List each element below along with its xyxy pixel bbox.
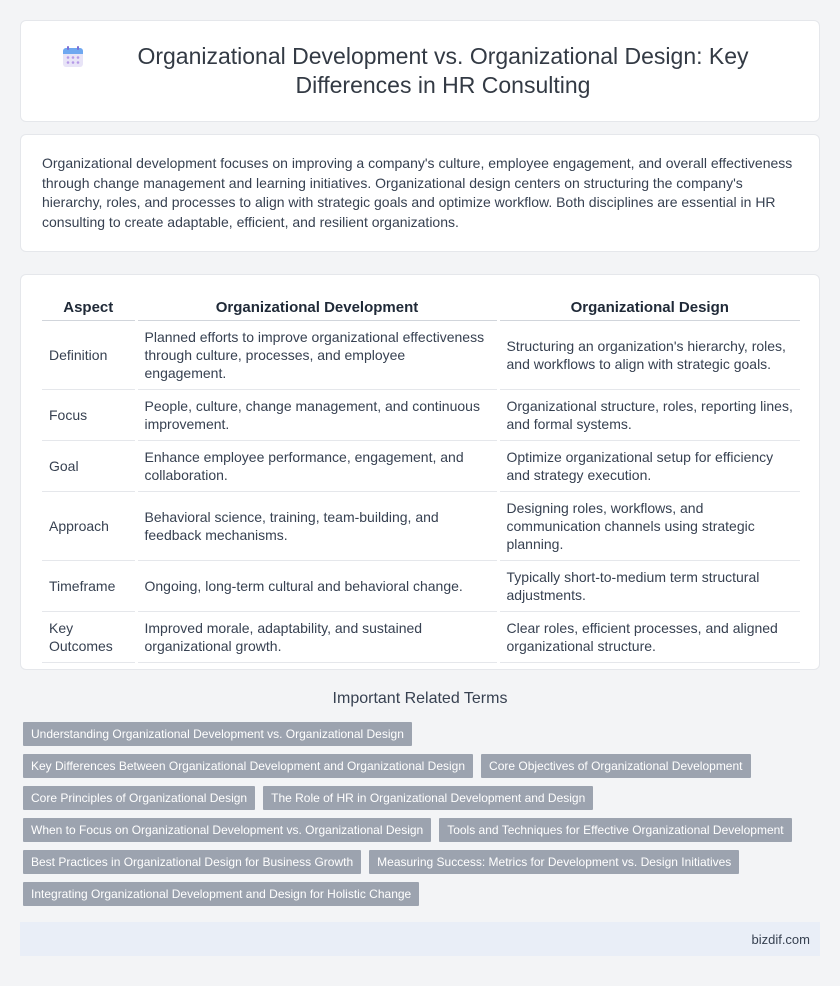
- title-wrap: [21, 42, 819, 100]
- related-term-tag[interactable]: The Role of HR in Organizational Development and Design: [263, 786, 593, 810]
- related-term-tag[interactable]: When to Focus on Organizational Development vs. Organizational Design: [23, 818, 431, 842]
- row-design: Clear roles, efficient processes, and aligned organizational structure.: [498, 612, 800, 663]
- related-terms-list: [23, 722, 813, 914]
- comparison-card: [20, 274, 820, 670]
- row-design: Organizational structure, roles, reporting lines, and formal systems.: [498, 390, 800, 441]
- row-development: Ongoing, long-term cultural and behavioral change.: [136, 561, 498, 612]
- row-design: Typically short-to-medium term structural adjustments.: [498, 561, 800, 612]
- row-development: People, culture, change management, and continuous improvement.: [136, 390, 498, 441]
- row-aspect: Goal: [42, 441, 136, 492]
- row-development: Enhance employee performance, engagement, and collaboration.: [136, 441, 498, 492]
- footer-site-link[interactable]: bizdif.com: [751, 931, 810, 947]
- related-term-tag[interactable]: Tools and Techniques for Effective Organizational Development: [439, 818, 791, 842]
- related-terms-title: Important Related Terms: [332, 690, 508, 707]
- related-term-tag[interactable]: Key Differences Between Organizational Development and Organizational Design: [23, 754, 473, 778]
- row-development: Improved morale, adaptability, and sustained organizational growth.: [136, 612, 498, 663]
- row-development: Behavioral science, training, team-building, and feedback mechanisms.: [136, 492, 498, 561]
- row-aspect: Definition: [42, 321, 136, 390]
- related-term-tag[interactable]: Understanding Organizational Development vs. Organizational Design: [23, 722, 412, 746]
- calendar-icon: [61, 45, 85, 69]
- table-row: [42, 612, 800, 663]
- table-row: [42, 441, 800, 492]
- row-design: Designing roles, workflows, and communication channels using strategic planning.: [498, 492, 800, 561]
- row-aspect: Focus: [42, 390, 136, 441]
- table-row: [42, 561, 800, 612]
- header-aspect: Aspect: [42, 293, 136, 321]
- related-term-tag[interactable]: Core Principles of Organizational Design: [23, 786, 255, 810]
- row-aspect: Key Outcomes: [42, 612, 136, 663]
- intro-text: Organizational development focuses on improving a company's culture, employee engagement, and overall effectiveness through change management and learning initiatives. Organizational design centers on structuring the company's hierarchy, roles, and processes to align with strategic goals and optimize workflow. Both disciplines are essential in HR consulting to create adaptable, efficient, and resilient organizations.: [42, 155, 793, 230]
- related-term-tag[interactable]: Integrating Organizational Development and Design for Holistic Change: [23, 882, 419, 906]
- title-card: [20, 20, 820, 122]
- table-row: [42, 492, 800, 561]
- related-term-tag[interactable]: Best Practices in Organizational Design for Business Growth: [23, 850, 361, 874]
- row-design: Structuring an organization's hierarchy, roles, and workflows to align with strategic goals.: [498, 321, 800, 390]
- table-header-row: [42, 293, 800, 321]
- header-development: Organizational Development: [136, 293, 498, 321]
- table-row: [42, 390, 800, 441]
- related-term-tag[interactable]: Core Objectives of Organizational Development: [481, 754, 750, 778]
- comparison-table: [42, 293, 800, 663]
- table-row: [42, 321, 800, 390]
- page-title: Organizational Development vs. Organizational Design: Key Differences in HR Consulting: [137, 43, 749, 98]
- row-design: Optimize organizational setup for efficiency and strategy execution.: [498, 441, 800, 492]
- intro-card: [20, 134, 820, 252]
- header-design: Organizational Design: [498, 293, 800, 321]
- row-development: Planned efforts to improve organizational effectiveness through culture, processes, and employee engagement.: [136, 321, 498, 390]
- row-aspect: Timeframe: [42, 561, 136, 612]
- row-aspect: Approach: [42, 492, 136, 561]
- footer: [20, 922, 820, 956]
- related-term-tag[interactable]: Measuring Success: Metrics for Development vs. Design Initiatives: [369, 850, 739, 874]
